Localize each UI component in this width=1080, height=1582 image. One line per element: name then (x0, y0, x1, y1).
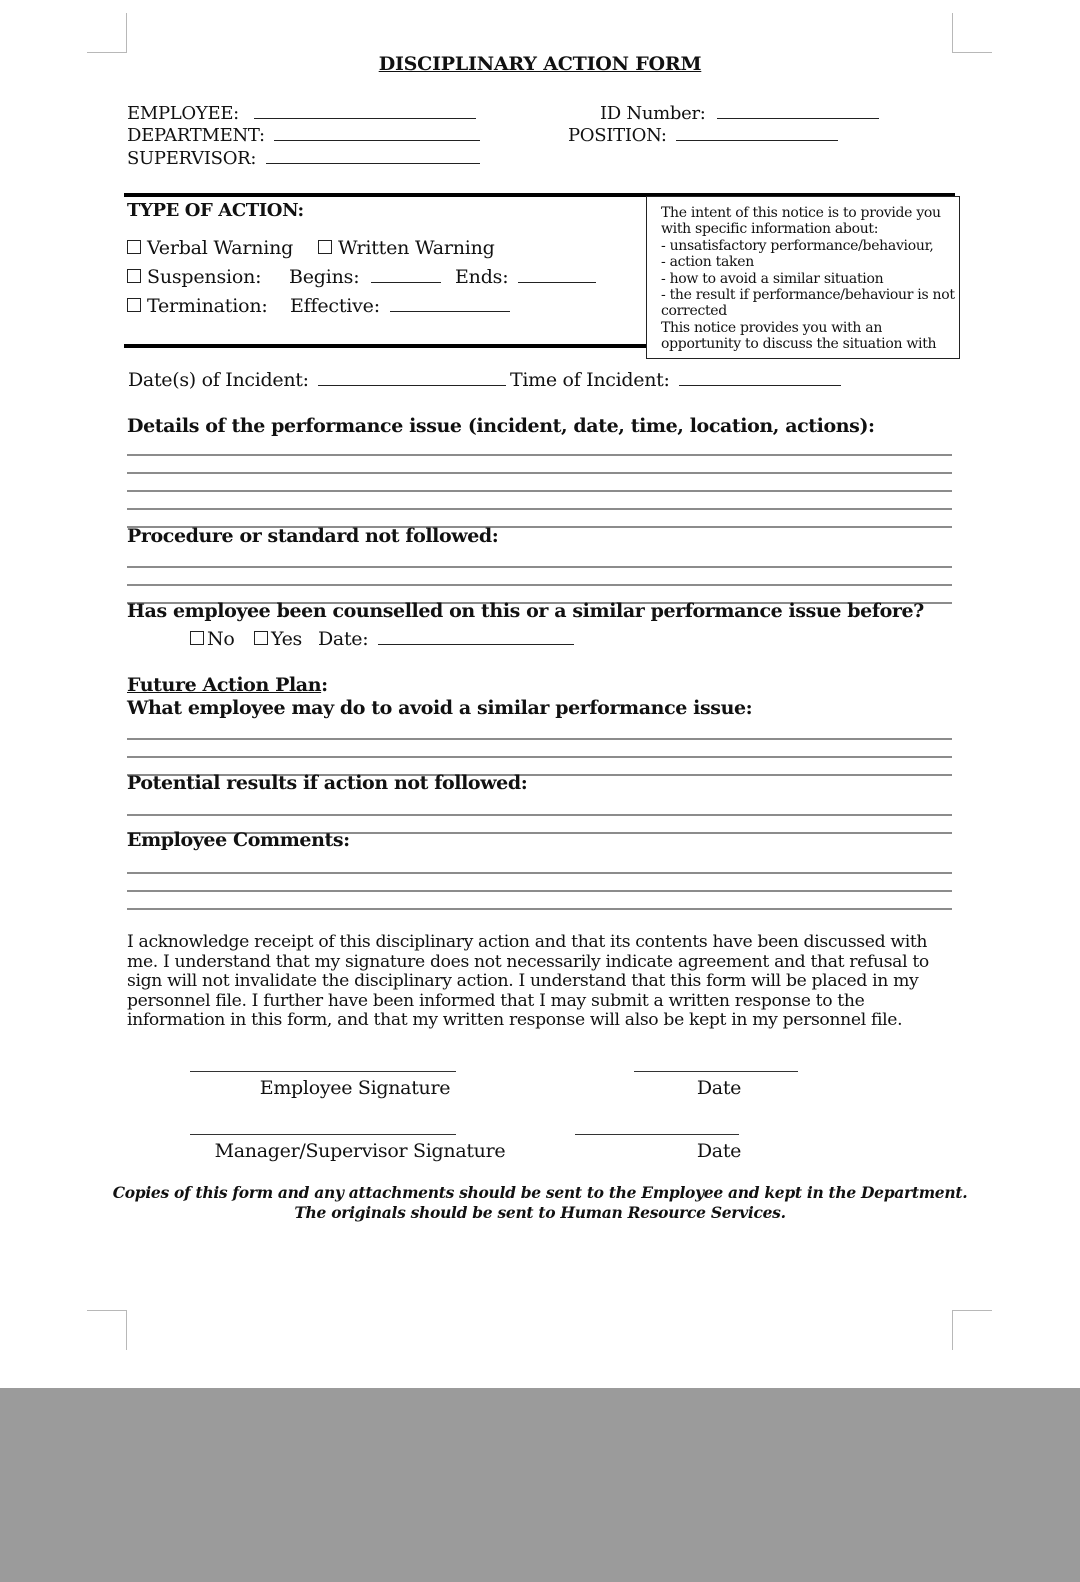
supervisor-label: SUPERVISOR: (127, 148, 257, 169)
write-line[interactable] (127, 814, 952, 816)
id-number-field[interactable] (600, 103, 879, 124)
date-label-1: Date (696, 1077, 742, 1099)
footer-note-line-1: Copies of this form and any attachments should be sent to the Employee and kept in the Department. (112, 1183, 968, 1202)
time-of-incident-label: Time of Incident: (510, 369, 670, 391)
counselled-date-field[interactable] (318, 628, 574, 650)
crop-mark (126, 13, 127, 53)
date-label: Date: (318, 628, 369, 650)
avoid-heading: What employee may do to avoid a similar performance issue: (127, 697, 753, 719)
notice-line: corrected (661, 303, 727, 320)
employee-signature-label: Employee Signature (259, 1077, 451, 1099)
section-rule (124, 344, 648, 348)
write-line[interactable] (127, 508, 952, 510)
begins-label: Begins: (289, 266, 360, 288)
notice-line: The intent of this notice is to provide you (661, 205, 941, 221)
notice-box (646, 196, 960, 359)
checkbox-icon[interactable] (190, 631, 204, 645)
position-field[interactable] (568, 125, 838, 146)
future-plan-title: Future Action Plan (127, 674, 322, 696)
notice-line: - action taken (661, 254, 754, 271)
write-line[interactable] (127, 738, 952, 740)
employee-comments-heading: Employee Comments: (127, 829, 350, 851)
write-line[interactable] (127, 890, 952, 892)
notice-line: - unsatisfactory performance/behaviour, (661, 237, 934, 254)
potential-results-heading: Potential results if action not followed: (127, 772, 528, 794)
no-label: No (207, 628, 235, 650)
written-warning-label: Written Warning (338, 237, 495, 259)
id-number-label: ID Number: (600, 103, 706, 124)
manager-signature-line[interactable] (190, 1134, 456, 1135)
checkbox-icon[interactable] (127, 240, 141, 254)
notice-line: opportunity to discuss the situation with (661, 336, 937, 353)
write-line[interactable] (127, 908, 952, 910)
effective-label: Effective: (290, 295, 380, 317)
notice-line: This notice provides you with an (661, 319, 883, 336)
footer-note-line-2: The originals should be sent to Human Resource Services. (294, 1203, 786, 1222)
yes-option[interactable] (254, 628, 302, 650)
verbal-warning-label: Verbal Warning (147, 237, 294, 259)
write-line[interactable] (127, 454, 952, 456)
crop-mark (952, 13, 953, 53)
employee-signature-line[interactable] (190, 1071, 456, 1072)
written-warning-option[interactable] (318, 237, 495, 259)
ends-field[interactable] (455, 266, 596, 288)
time-of-incident-field[interactable] (510, 369, 841, 391)
dates-of-incident-field[interactable] (128, 369, 506, 391)
write-line[interactable] (127, 472, 952, 474)
employee-label: EMPLOYEE: (127, 103, 239, 124)
date-label-2: Date (696, 1140, 742, 1162)
suspension-label: Suspension: (147, 266, 262, 288)
department-label: DEPARTMENT: (127, 125, 265, 146)
checkbox-icon[interactable] (127, 298, 141, 312)
write-line[interactable] (127, 584, 952, 586)
termination-label: Termination: (147, 295, 268, 317)
counselled-heading: Has employee been counselled on this or a similar performance issue before? (127, 600, 924, 622)
checkbox-icon[interactable] (318, 240, 332, 254)
employee-field[interactable] (127, 103, 476, 124)
form-title: DISCIPLINARY ACTION FORM (378, 53, 702, 75)
date-line[interactable] (634, 1071, 798, 1072)
position-label: POSITION: (568, 125, 667, 146)
effective-field[interactable] (290, 295, 510, 317)
no-option[interactable] (190, 628, 234, 650)
notice-line: with specific information about: (661, 221, 879, 238)
supervisor-field[interactable] (127, 148, 480, 169)
termination-option[interactable] (127, 295, 268, 317)
crop-mark (87, 1310, 127, 1311)
ends-label: Ends: (455, 266, 509, 288)
type-of-action-heading: TYPE OF ACTION: (127, 200, 304, 221)
manager-signature-label: Manager/Supervisor Signature (214, 1140, 506, 1162)
department-field[interactable] (127, 125, 480, 146)
procedure-heading: Procedure or standard not followed: (127, 525, 499, 547)
checkbox-icon[interactable] (254, 631, 268, 645)
future-plan-heading (127, 674, 328, 696)
viewer-background (0, 1388, 1080, 1582)
crop-mark (952, 1310, 953, 1350)
begins-field[interactable] (289, 266, 441, 288)
notice-line: - the result if performance/behaviour is not (661, 287, 955, 304)
future-plan-colon: : (321, 674, 328, 696)
checkbox-icon[interactable] (127, 269, 141, 283)
crop-mark (952, 1310, 992, 1311)
write-line[interactable] (127, 566, 952, 568)
acknowledgement-text: I acknowledge receipt of this disciplinary action and that its contents have been discussed with me. I understand that my signature does not necessarily indicate agreement and that refusal to sign will not invalidate the disciplinary action. I understand that this form will be placed in my personnel file. I further have been informed that I may submit a written response to the information in this form, and that my written response will also be kept in my personnel file. (127, 932, 929, 1031)
write-line[interactable] (127, 490, 952, 492)
write-line[interactable] (127, 872, 952, 874)
suspension-option[interactable] (127, 266, 261, 288)
details-heading: Details of the performance issue (incident, date, time, location, actions): (127, 415, 875, 437)
dates-of-incident-label: Date(s) of Incident: (128, 369, 309, 391)
notice-line: - how to avoid a similar situation (661, 270, 884, 287)
write-line[interactable] (127, 756, 952, 758)
yes-label: Yes (271, 628, 302, 650)
verbal-warning-option[interactable] (127, 237, 293, 259)
crop-mark (126, 1310, 127, 1350)
date-line[interactable] (575, 1134, 739, 1135)
